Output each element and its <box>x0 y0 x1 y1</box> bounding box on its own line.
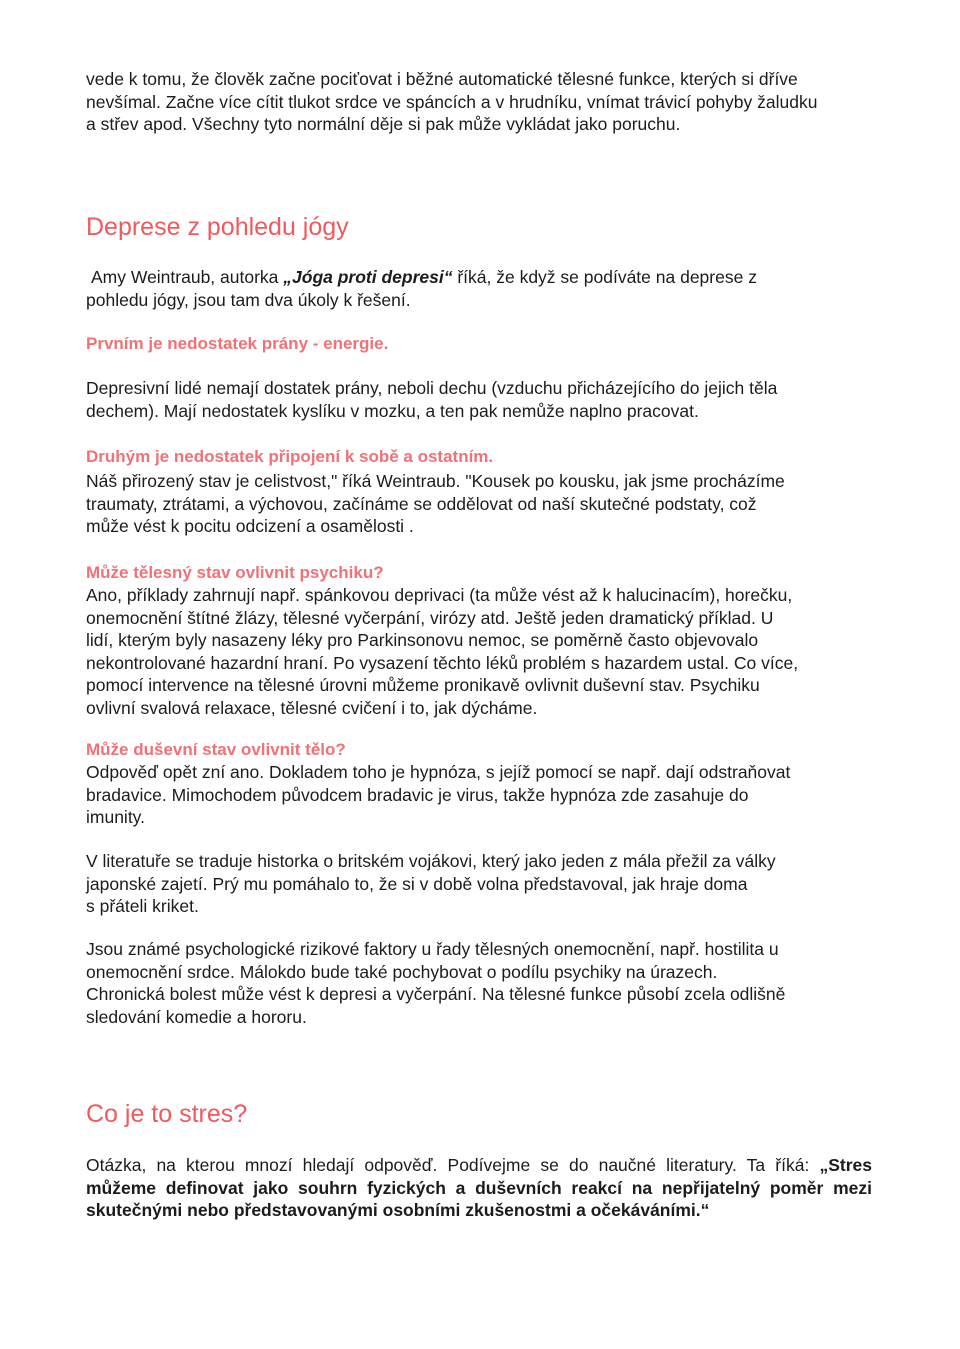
text-run: říká, že když se podíváte na deprese z <box>452 267 757 287</box>
hypnosis-paragraph <box>86 761 876 829</box>
text-line: sledování komedie a hororu. <box>86 1006 307 1027</box>
subheading-prana: Prvním je nedostatek prány - energie. <box>86 334 389 353</box>
text-line: s přáteli kriket. <box>86 896 199 916</box>
connection-paragraph <box>86 470 876 538</box>
text-line: traumaty, ztrátami, a výchovou, začínáme se oddělovat od naší skutečné podstaty, což <box>86 493 757 514</box>
text-line: bradavice. Mimochodem původcem bradavic je virus, takže hypnóza zde zasahuje do <box>86 784 749 805</box>
text-line: Depresivní lidé nemají dostatek prány, neboli dechu (vzduchu přicházejícího do jejich těla <box>86 378 778 398</box>
text-line: Chronická bolest může vést k depresi a vyčerpání. Na tělesné funkce působí zcela odlišně <box>86 984 786 1004</box>
text-line: pomocí intervence na tělesné úrovni můžeme pronikavě ovlivnit duševní stav. Psychiku <box>86 675 760 695</box>
text-line: nekontrolované hazardní hraní. Po vysazení těchto léků problém s hazardem ustal. Co více, <box>86 652 799 673</box>
text-line: imunity. <box>86 807 145 827</box>
text-line: onemocnění štítné žlázy, tělesné vyčerpání, virózy atd. Ještě jeden dramatický příklad. U <box>86 607 774 628</box>
text-line: ovlivní svalová relaxace, tělesné cvičení i to, jak dýcháme. <box>86 697 538 718</box>
prana-paragraph <box>86 377 876 422</box>
stress-definition-quote: „Stres můžeme definovat jako souhrn fyzických a duševních reakcí na nepřijatelný poměr mezi skutečnými nebo představovanými osobními zkušenostmi a očekáváními.“ <box>86 1155 872 1220</box>
soldier-story-paragraph <box>86 850 876 918</box>
text-line: Odpověď opět zní ano. Dokladem toho je hypnóza, s jejíž pomocí se např. dají odstraňovat <box>86 762 791 782</box>
text-line: vede k tomu, že člověk začne pociťovat i běžné automatické tělesné funkce, kterých si dříve <box>86 69 798 89</box>
text-line: pohledu jógy, jsou tam dva úkoly k řešení. <box>86 289 411 310</box>
text-line: Náš přirozený stav je celistvost," říká Weintraub. "Kousek po kousku, jak jsme procházíme <box>86 471 785 491</box>
subheading-mind-affects-body: Může duševní stav ovlivnit tělo? <box>86 740 346 759</box>
text-line: japonské zajetí. Prý mu pomáhalo to, že si v době volna představoval, jak hraje doma <box>86 873 748 894</box>
section-heading-stress: Co je to stres? <box>86 1100 248 1128</box>
text-run: Amy Weintraub, autorka <box>91 267 284 287</box>
text-line: lidí, kterým byly nasazeny léky pro Parkinsonovu nemoc, se poměrně často objevovalo <box>86 630 759 650</box>
text-line: Ano, příklady zahrnují např. spánkovou deprivaci (ta může vést až k halucinacím), horečku, <box>86 585 793 605</box>
body-mind-paragraph <box>86 584 876 719</box>
subheading-body-affects-mind: Může tělesný stav ovlivnit psychiku? <box>86 563 384 582</box>
intro-paragraph <box>86 68 876 136</box>
yoga-intro-paragraph <box>86 266 881 311</box>
text-line: a střev apod. Všechny tyto normální děje si pak může vykládat jako poruchu. <box>86 114 681 134</box>
text-run: Otázka, na kterou mnozí hledají odpověď. Podívejme se do naučné literatury. Ta říká: <box>86 1155 810 1175</box>
book-title: „Jóga proti depresi“ <box>283 267 453 287</box>
text-line <box>91 266 881 289</box>
subheading-connection: Druhým je nedostatek připojení k sobě a ostatním. <box>86 447 494 466</box>
section-heading-depression-yoga: Deprese z pohledu jógy <box>86 213 349 241</box>
text-line: Jsou známé psychologické rizikové faktory u řady tělesných onemocnění, např. hostilita u <box>86 939 779 959</box>
text-line: nevšímal. Začne více cítit tlukot srdce ve spáncích a v hrudníku, vnímat trávicí pohyby žaludku <box>86 91 818 112</box>
text-line: V literatuře se traduje historka o britském vojákovi, který jako jeden z mála přežil za války <box>86 851 776 871</box>
risk-factors-paragraph <box>86 938 876 1028</box>
text-line: může vést k pocitu odcizení a osamělosti . <box>86 516 414 536</box>
text-line: dechem). Mají nedostatek kyslíku v mozku, a ten pak nemůže naplno pracovat. <box>86 400 699 421</box>
text-line: onemocnění srdce. Málokdo bude také pochybovat o podílu psychiky na úrazech. <box>86 961 718 982</box>
stress-definition-paragraph <box>86 1154 872 1222</box>
